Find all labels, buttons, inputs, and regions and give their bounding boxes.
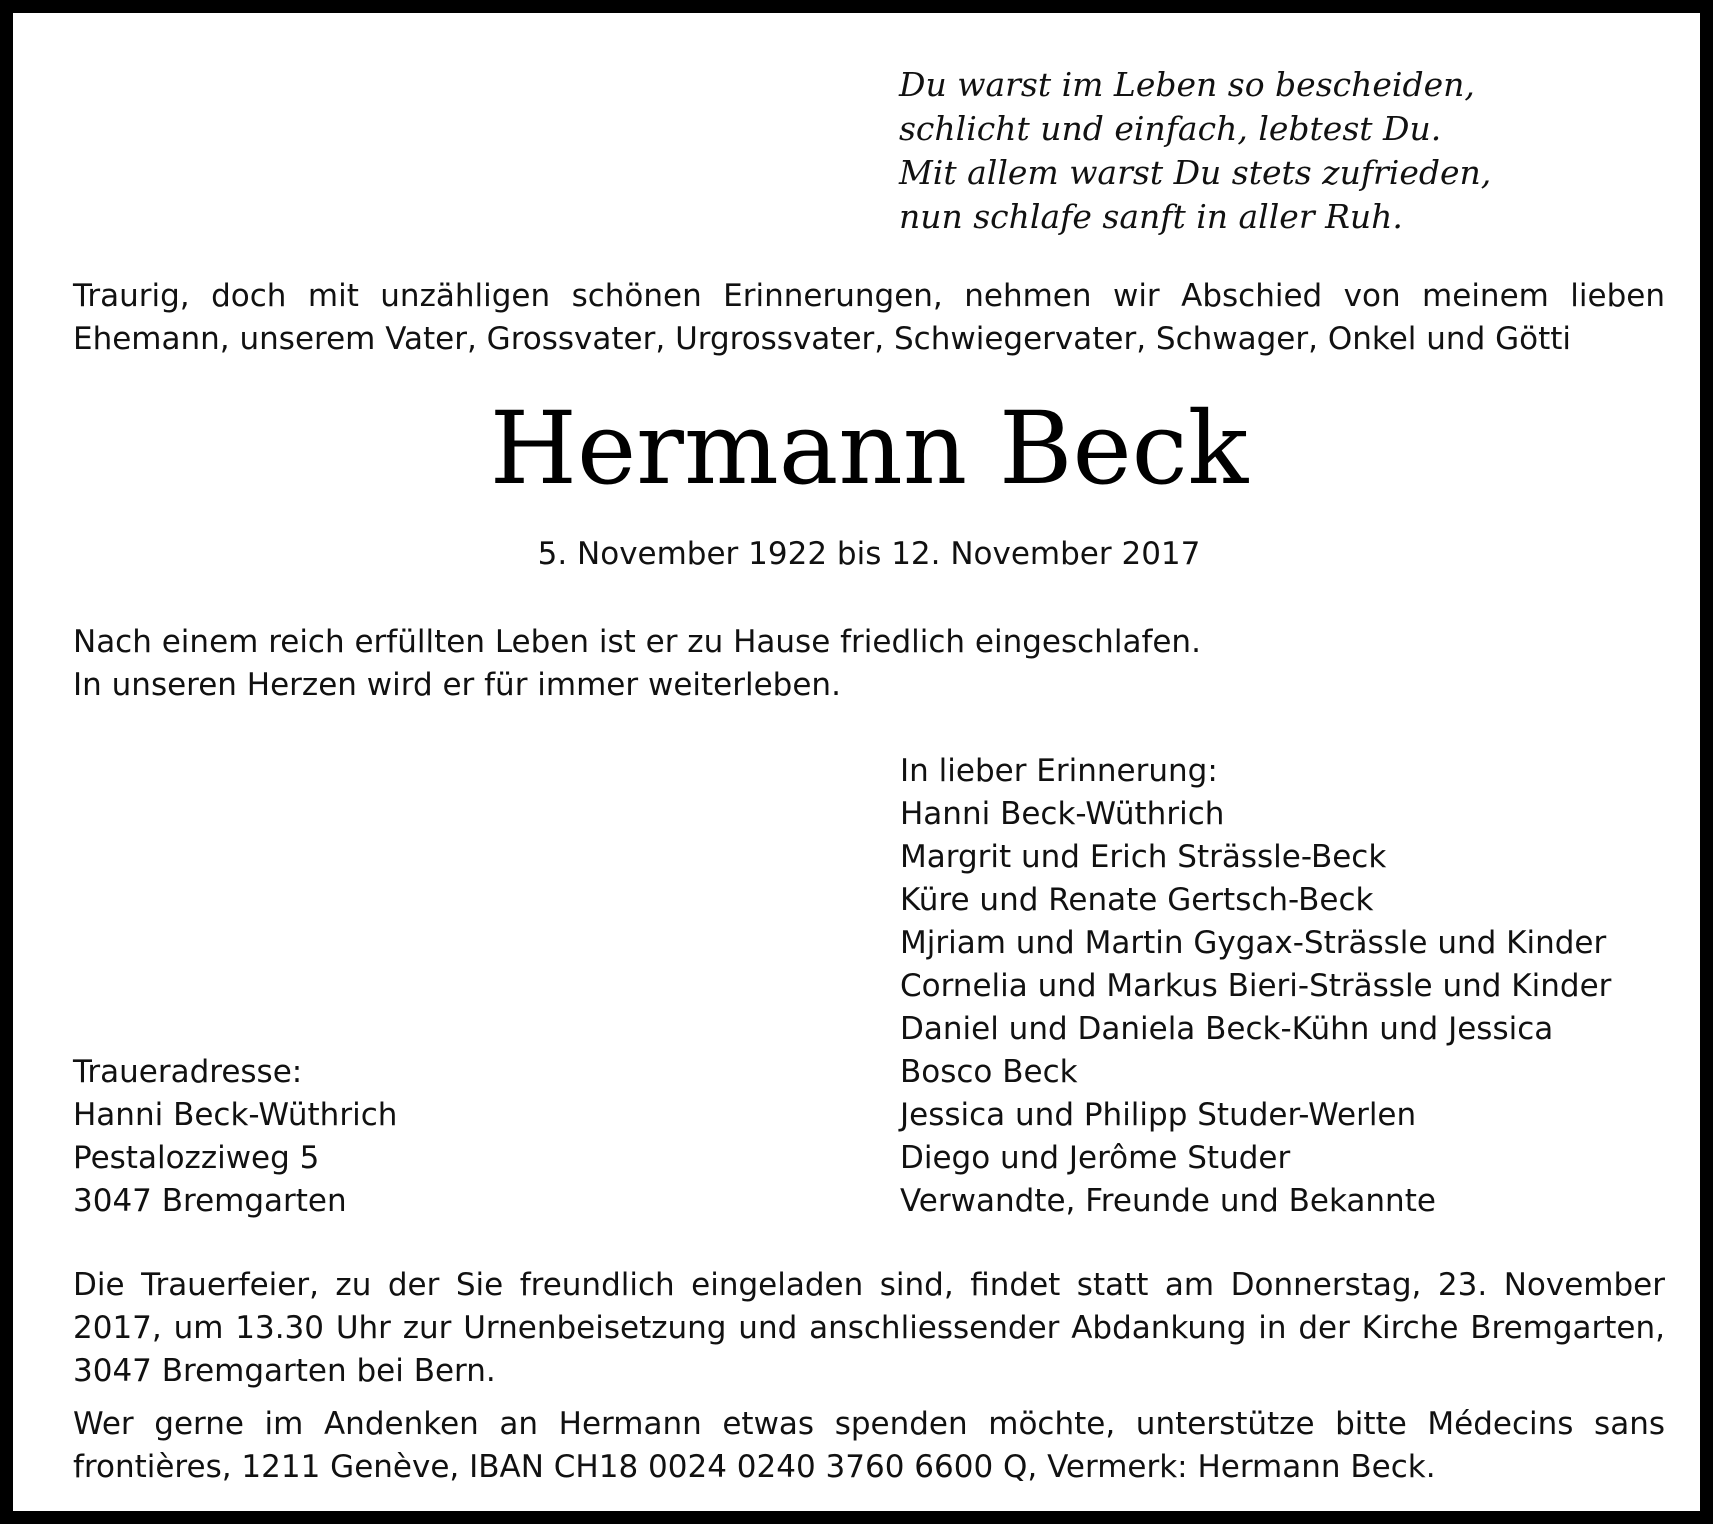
mourner-name: Jessica und Philipp Studer-Werlen — [900, 1097, 1417, 1133]
intro-text: Traurig, doch mit unzähligen schönen Erinnerungen, nehmen wir Abschied von meinem lieben Ehemann, unserem Vater, Grossvater, Urgrossvater, Schwiegervater, Schwager, Onkel und Götti — [73, 278, 1665, 357]
ceremony-text: Die Trauerfeier, zu der Sie freundlich eingeladen sind, findet statt am Donnerstag, 23. November 2017, um 13.30 Uhr zur Urnenbeisetzung und anschliessender Abdankung in der Kirche Bremgarten, 3047 Bremgarten bei Bern. — [73, 1267, 1665, 1389]
deceased-name: Hermann Beck — [489, 390, 1249, 507]
mourning-address — [73, 1051, 397, 1223]
mourner-name: Margrit und Erich Strässle-Beck — [900, 839, 1387, 875]
mourners-heading: In lieber Erinnerung: — [900, 753, 1218, 789]
donation-text: Wer gerne im Andenken an Hermann etwas spenden möchte, unterstütze bitte Médecins sans frontières, 1211 Genève, IBAN CH18 0024 0240 3760 6600 Q, Vermerk: Hermann Beck. — [73, 1406, 1665, 1485]
message-line: In unseren Herzen wird er für immer weiterleben. — [73, 667, 841, 703]
poem — [899, 63, 1491, 239]
address-line: Pestalozziweg 5 — [73, 1140, 320, 1176]
mourner-name: Cornelia und Markus Bieri-Strässle und Kinder — [900, 968, 1612, 1004]
message-line: Nach einem reich erfüllten Leben ist er zu Hause friedlich eingeschlafen. — [73, 624, 1201, 660]
mourners-list — [900, 750, 1611, 1223]
poem-line: Du warst im Leben so bescheiden, — [899, 65, 1475, 104]
address-heading: Traueradresse: — [73, 1054, 303, 1090]
poem-line: Mit allem warst Du stets zufrieden, — [899, 153, 1492, 192]
mourner-name: Küre und Renate Gertsch-Beck — [900, 882, 1374, 918]
mourner-name: Daniel und Daniela Beck-Kühn und Jessica — [900, 1011, 1554, 1047]
mourner-name: Hanni Beck-Wüthrich — [900, 796, 1225, 832]
poem-line: schlicht und einfach, lebtest Du. — [899, 109, 1442, 148]
mourner-name: Mjriam und Martin Gygax-Strässle und Kinder — [900, 925, 1607, 961]
message — [73, 621, 1201, 707]
address-line: Hanni Beck-Wüthrich — [73, 1097, 398, 1133]
address-line: 3047 Bremgarten — [73, 1183, 347, 1219]
mourner-name: Diego und Jerôme Studer — [900, 1140, 1291, 1176]
mourner-name: Bosco Beck — [900, 1054, 1078, 1090]
poem-line: nun schlafe sanft in aller Ruh. — [899, 197, 1403, 236]
mourner-name: Verwandte, Freunde und Bekannte — [900, 1183, 1436, 1219]
life-dates: 5. November 1922 bis 12. November 2017 — [537, 536, 1201, 572]
